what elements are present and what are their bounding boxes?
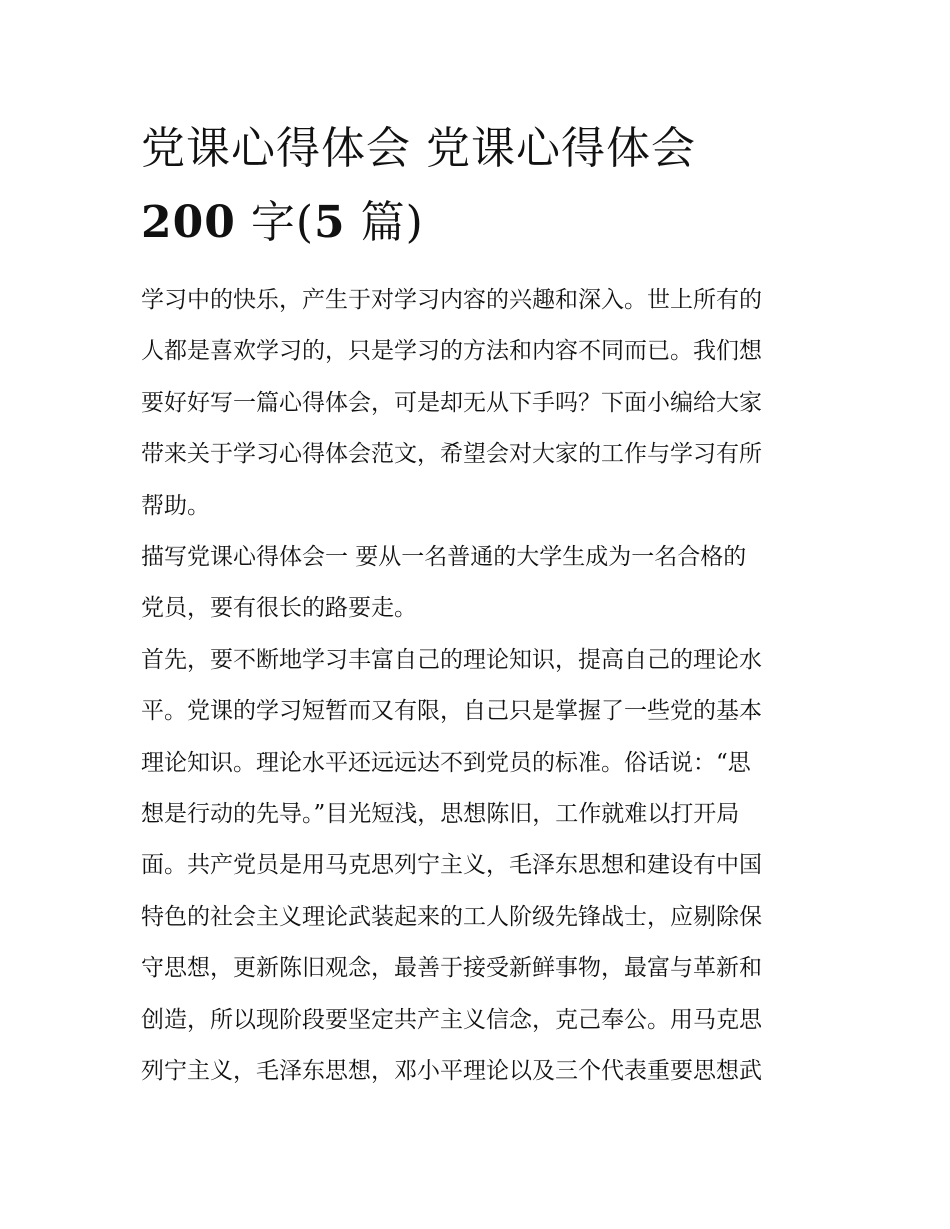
title-line-1: 党课心得体会 党课心得体会 (141, 123, 696, 174)
title-count: 5 (314, 197, 346, 248)
text-line: 理论知识。理论水平还远远达不到党员的标准。俗话说：“思 (141, 749, 751, 776)
text-line: 学习中的快乐，产生于对学习内容的兴趣和深入。世上所有的 (141, 287, 762, 313)
document-title (141, 112, 813, 260)
paragraph (141, 635, 813, 1098)
text-line: 要好好写一篇心得体会，可是却无从下手吗？下面小编给大家 (141, 389, 762, 416)
title-unit: 字( (235, 197, 315, 248)
title-number: 200 (141, 197, 236, 248)
document-page (141, 112, 813, 1098)
text-line: 党员，要有很长的路要走。 (141, 595, 417, 622)
paragraph (141, 532, 813, 635)
text-line: 列宁主义，毛泽东思想，邓小平理论以及三个代表重要思想武 (141, 1058, 762, 1085)
text-line: 带来关于学习心得体会范文，希望会对大家的工作与学习有所 (141, 441, 762, 468)
title-suffix: 篇) (345, 197, 424, 248)
text-line: 特色的社会主义理论武装起来的工人阶级先锋战士，应剔除保 (141, 903, 762, 930)
title-line-2 (141, 186, 813, 260)
text-line: 描写党课心得体会一 要从一名普通的大学生成为一名合格的 (141, 544, 747, 571)
text-line: 人都是喜欢学习的，只是学习的方法和内容不同而已。我们想 (141, 338, 762, 365)
paragraph (141, 275, 813, 532)
text-line: 平。党课的学习短暂而又有限，自己只是掌握了一些党的基本 (141, 698, 762, 725)
text-line: 守思想，更新陈旧观念，最善于接受新鲜事物，最富与革新和 (141, 955, 762, 982)
text-line: 创造，所以现阶段要坚定共产主义信念，克己奉公。用马克思 (141, 1006, 762, 1033)
text-line: 想是行动的先导。”目光短浅，思想陈旧，工作就难以打开局 (141, 801, 740, 828)
text-line: 面。共产党员是用马克思列宁主义，毛泽东思想和建设有中国 (141, 852, 762, 879)
document-body (141, 275, 813, 1098)
text-line: 首先，要不断地学习丰富自己的理论知识，提高自己的理论水 (141, 646, 762, 673)
text-line: 帮助。 (141, 492, 210, 519)
